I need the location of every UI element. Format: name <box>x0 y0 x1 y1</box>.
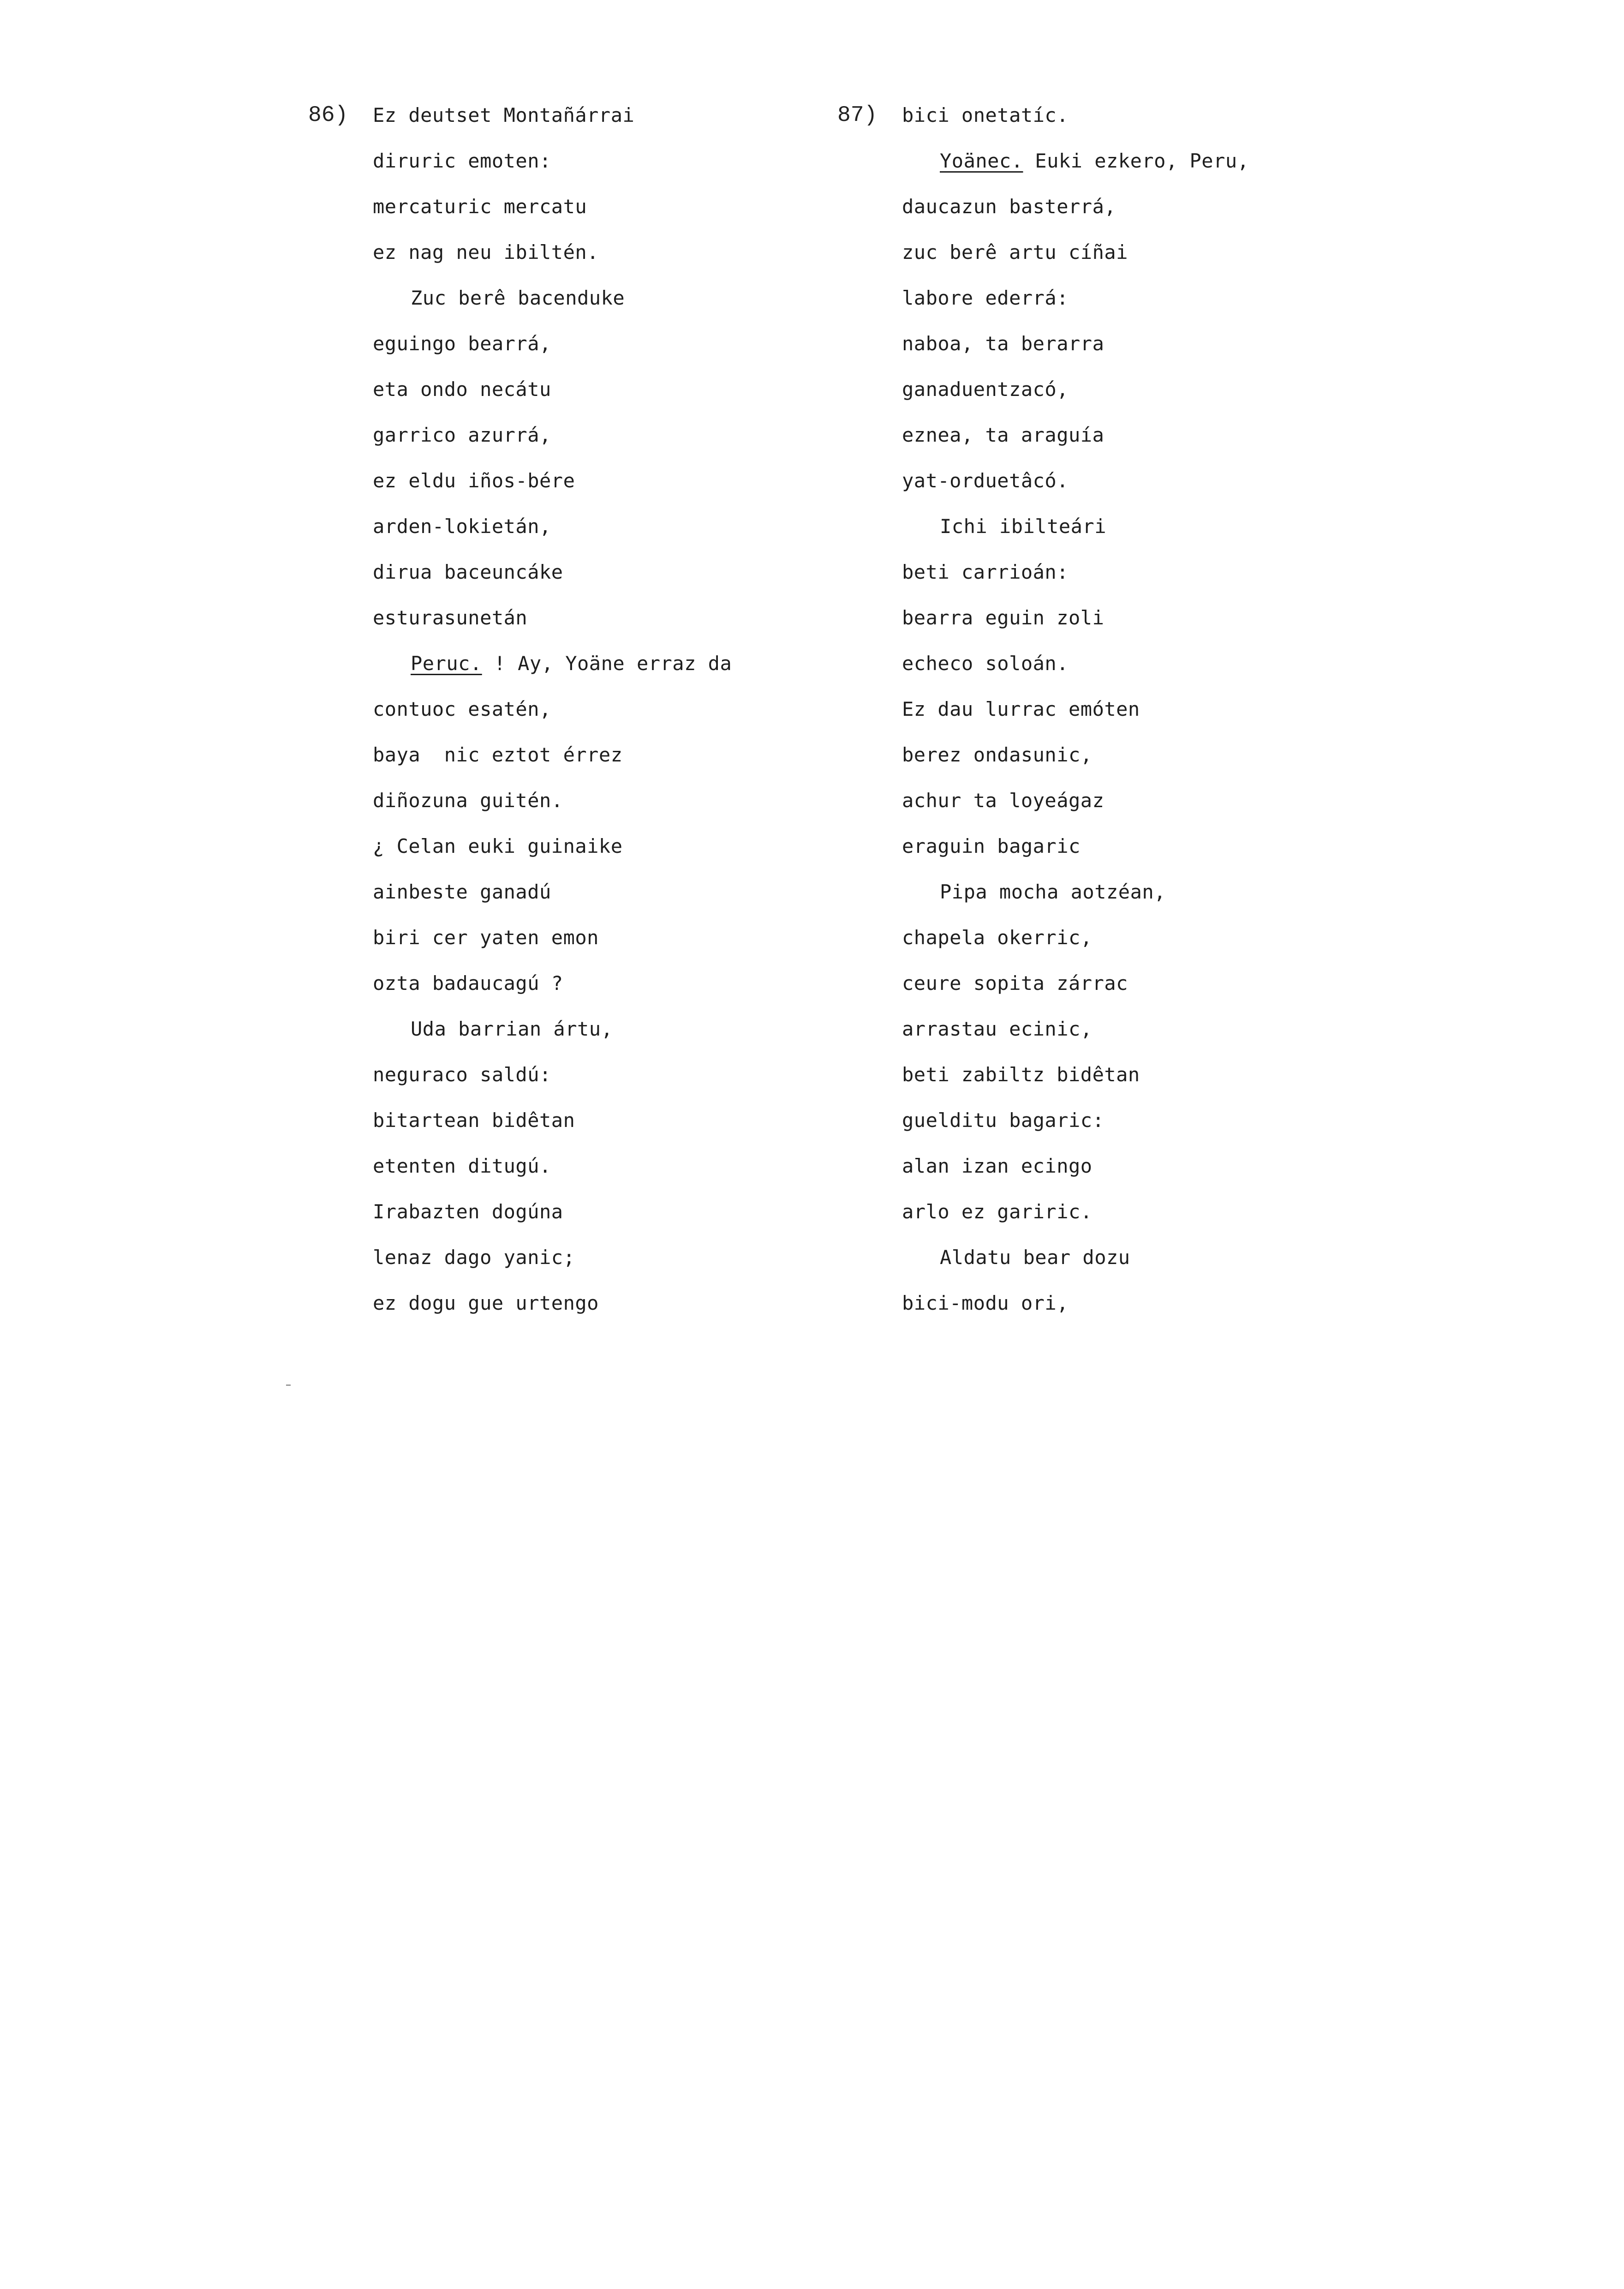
speaker-name: Yoänec. <box>940 150 1023 172</box>
verse-line <box>902 98 1502 144</box>
verse-line <box>373 783 973 829</box>
verse-text: Pipa mocha aotzéan, <box>940 881 1166 903</box>
verse-line <box>902 281 1502 326</box>
verse-text: ! Ay, Yoäne erraz da <box>482 652 732 675</box>
verse-text: ¿ Celan euki guinaike <box>373 835 623 857</box>
verse-text: bici-modu ori, <box>902 1292 1069 1314</box>
page-number-left: 86) <box>308 103 348 128</box>
verse-line <box>373 966 973 1012</box>
verse-text: daucazun basterrá, <box>902 195 1116 218</box>
verse-text: yat-orduetâcó. <box>902 469 1069 492</box>
verse-text: bearra eguin zoli <box>902 606 1105 629</box>
right-column <box>902 98 1502 1331</box>
verse-text: beti zabiltz bidêtan <box>902 1063 1140 1086</box>
verse-text: dirua baceuncáke <box>373 561 563 583</box>
verse-text: contuoc esatén, <box>373 698 551 720</box>
verse-text: Irabazten dogúna <box>373 1200 563 1223</box>
verse-line <box>373 1103 973 1149</box>
verse-line <box>902 326 1502 372</box>
verse-line <box>373 281 973 326</box>
verse-line <box>902 966 1502 1012</box>
verse-line <box>902 1057 1502 1103</box>
verse-text: Zuc berê bacenduke <box>411 287 625 309</box>
verse-text: naboa, ta berarra <box>902 332 1105 355</box>
verse-line <box>373 326 973 372</box>
verse-text: alan izan ecingo <box>902 1155 1093 1177</box>
verse-line <box>373 1286 973 1331</box>
left-column <box>373 98 973 1331</box>
verse-text: esturasunetán <box>373 606 528 629</box>
speaker-name: Peruc. <box>411 652 482 675</box>
verse-text: ganaduentzacó, <box>902 378 1069 401</box>
verse-text: achur ta loyeágaz <box>902 789 1105 812</box>
verse-line <box>902 189 1502 235</box>
verse-text: berez ondasunic, <box>902 743 1093 766</box>
verse-line <box>902 418 1502 463</box>
verse-line <box>373 920 973 966</box>
verse-text: garrico azurrá, <box>373 424 551 446</box>
verse-line <box>902 875 1502 920</box>
verse-text: Aldatu bear dozu <box>940 1246 1130 1269</box>
verse-line <box>373 1240 973 1286</box>
verse-text: chapela okerric, <box>902 926 1093 949</box>
verse-line <box>902 509 1502 555</box>
verse-line <box>902 372 1502 418</box>
verse-text: echeco soloán. <box>902 652 1069 675</box>
verse-line <box>902 144 1502 189</box>
verse-text: eraguin bagaric <box>902 835 1081 857</box>
verse-line <box>373 1012 973 1057</box>
verse-line <box>902 1012 1502 1057</box>
verse-line <box>373 1194 973 1240</box>
verse-text: eznea, ta araguía <box>902 424 1105 446</box>
verse-line <box>902 1240 1502 1286</box>
verse-line <box>902 692 1502 737</box>
verse-text: arlo ez gariric. <box>902 1200 1093 1223</box>
verse-line <box>373 1057 973 1103</box>
verse-text: mercaturic mercatu <box>373 195 587 218</box>
verse-text: Ez dau lurrac emóten <box>902 698 1140 720</box>
verse-line <box>902 463 1502 509</box>
verse-text: diruric emoten: <box>373 150 551 172</box>
verse-line <box>902 1103 1502 1149</box>
verse-text: lenaz dago yanic; <box>373 1246 575 1269</box>
verse-text: Ez deutset Montañárrai <box>373 104 635 126</box>
verse-line <box>373 418 973 463</box>
verse-line <box>373 646 973 692</box>
verse-line <box>902 646 1502 692</box>
verse-text: zuc berê artu cíñai <box>902 241 1128 264</box>
verse-text: beti carrioán: <box>902 561 1069 583</box>
verse-line <box>902 600 1502 646</box>
verse-line <box>373 692 973 737</box>
verse-line <box>373 144 973 189</box>
scan-speck <box>286 1384 291 1386</box>
page-number-right: 87) <box>837 103 878 128</box>
verse-line <box>373 189 973 235</box>
verse-line <box>902 235 1502 281</box>
verse-line <box>373 463 973 509</box>
verse-text: ez dogu gue urtengo <box>373 1292 599 1314</box>
verse-line <box>373 875 973 920</box>
verse-text: etenten ditugú. <box>373 1155 551 1177</box>
verse-line <box>373 600 973 646</box>
verse-text: ceure sopita zárrac <box>902 972 1128 995</box>
verse-text: eta ondo necátu <box>373 378 551 401</box>
verse-text: Euki ezkero, Peru, <box>1023 150 1249 172</box>
verse-text: ez nag neu ibiltén. <box>373 241 599 264</box>
verse-line <box>373 372 973 418</box>
verse-line <box>902 1194 1502 1240</box>
verse-line <box>373 829 973 875</box>
verse-line <box>902 1149 1502 1194</box>
verse-line <box>373 509 973 555</box>
verse-line <box>902 920 1502 966</box>
verse-text: baya nic eztot érrez <box>373 743 623 766</box>
verse-line <box>902 1286 1502 1331</box>
verse-text: diñozuna guitén. <box>373 789 563 812</box>
verse-line <box>373 235 973 281</box>
verse-text: guelditu bagaric: <box>902 1109 1105 1132</box>
verse-line <box>373 737 973 783</box>
verse-line <box>373 555 973 600</box>
verse-text: ozta badaucagú ? <box>373 972 563 995</box>
verse-text: neguraco saldú: <box>373 1063 551 1086</box>
verse-text: biri cer yaten emon <box>373 926 599 949</box>
verse-line <box>373 1149 973 1194</box>
verse-text: labore ederrá: <box>902 287 1069 309</box>
verse-text: arrastau ecinic, <box>902 1018 1093 1040</box>
verse-text: ez eldu iños-bére <box>373 469 575 492</box>
verse-text: ainbeste ganadú <box>373 881 551 903</box>
verse-line <box>373 98 973 144</box>
verse-line <box>902 783 1502 829</box>
verse-text: Ichi ibilteári <box>940 515 1107 538</box>
verse-text: Uda barrian ártu, <box>411 1018 613 1040</box>
verse-text: bitartean bidêtan <box>373 1109 575 1132</box>
verse-line <box>902 737 1502 783</box>
verse-text: bici onetatíc. <box>902 104 1069 126</box>
verse-line <box>902 555 1502 600</box>
verse-text: eguingo bearrá, <box>373 332 551 355</box>
verse-line <box>902 829 1502 875</box>
verse-text: arden-lokietán, <box>373 515 551 538</box>
